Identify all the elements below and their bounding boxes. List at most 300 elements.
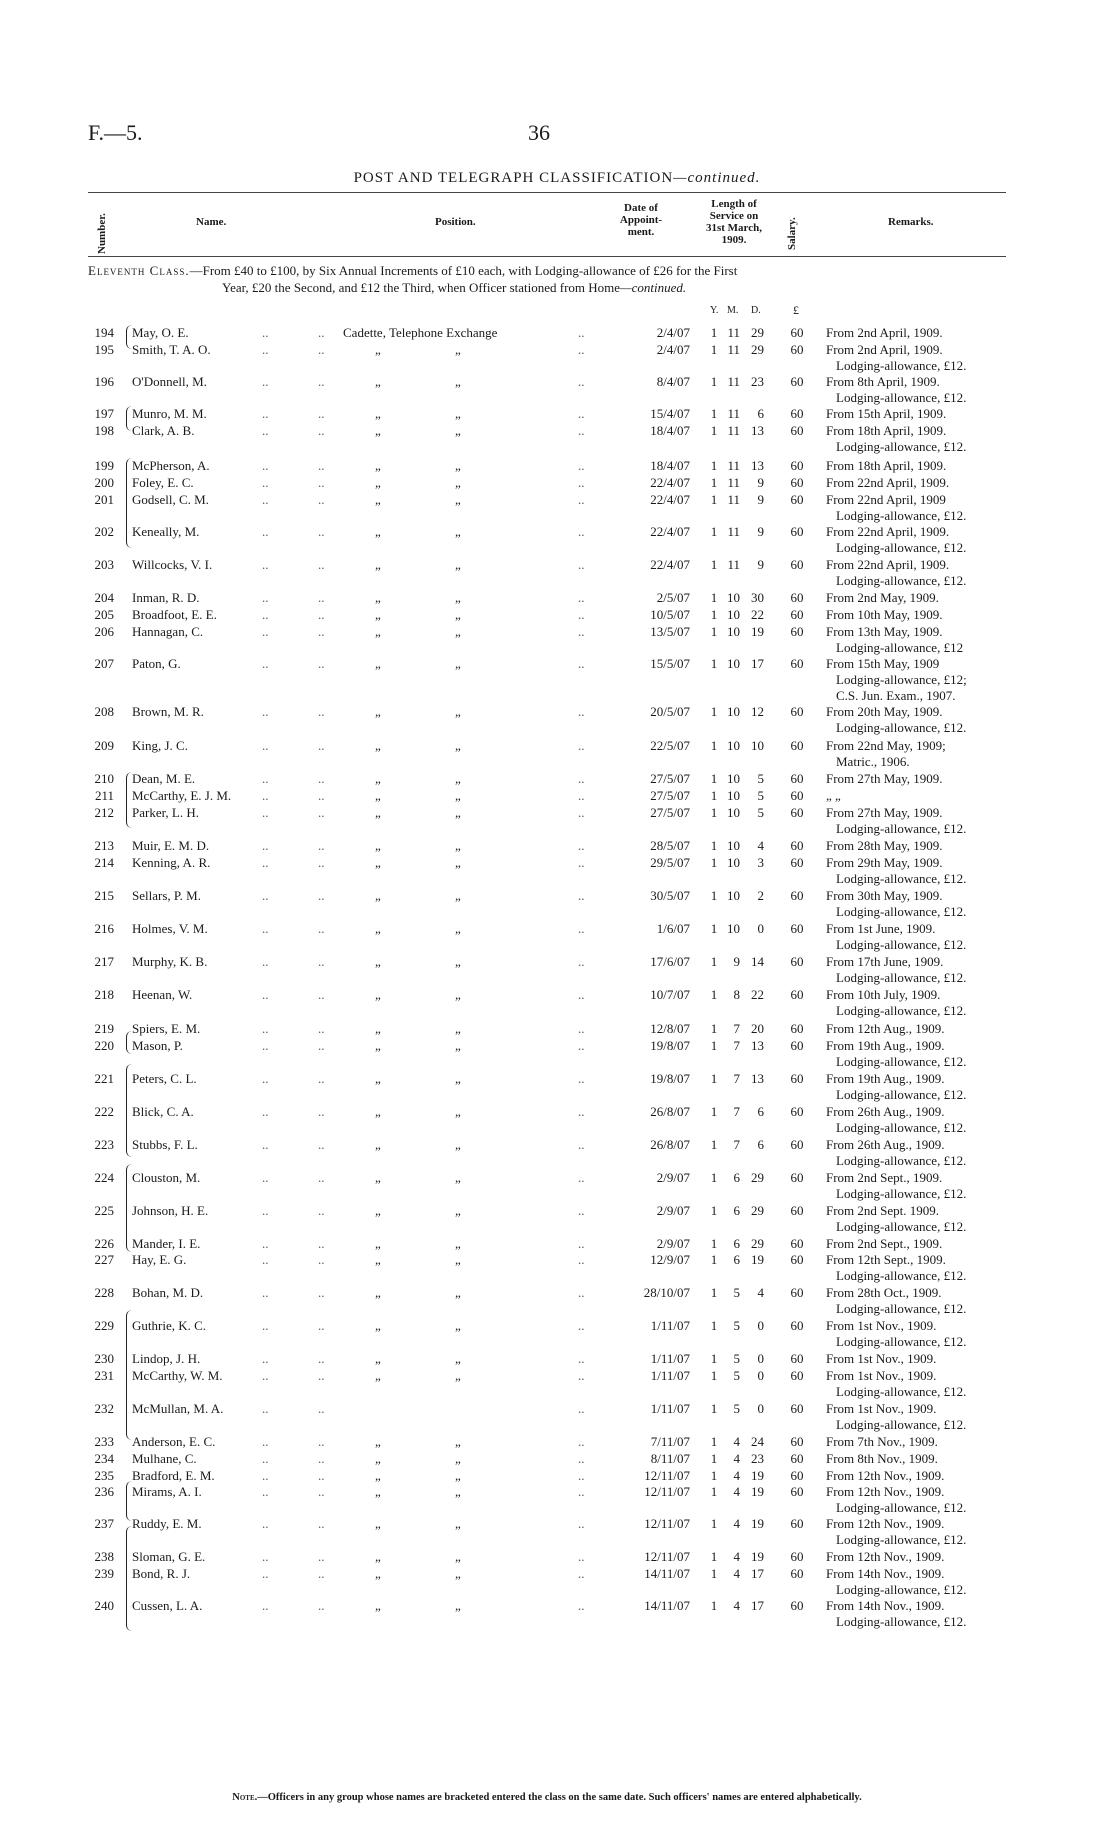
leader-dots: .. [318,771,325,786]
col-length-line4: 1909. [721,234,747,246]
row-position-ditto: „ [375,656,381,671]
leader-dots: .. [578,855,585,870]
leader-dots: .. [262,590,269,605]
row-remarks-line2: Lodging-allowance, £12. [836,508,967,523]
row-appointment-date: 22/5/07 [650,738,690,753]
row-name: Heenan, W. [132,987,193,1002]
row-service-months: 4 [733,1484,740,1499]
row-service-days: 9 [757,492,764,507]
row-remarks-line1: From 8th April, 1909. [826,374,940,389]
row-service-months: 6 [733,1203,740,1218]
row-appointment-date: 2/5/07 [656,590,690,605]
row-position-ditto: „ [375,1071,381,1086]
row-service-days: 29 [751,342,764,357]
row-salary: 60 [790,888,804,903]
row-position-ditto: „ [375,1021,381,1036]
row-appointment-date: 19/8/07 [650,1038,690,1053]
row-position-ditto: „ [375,1038,381,1053]
row-service-days: 29 [751,325,764,340]
col-salary-header: Salary. [786,217,798,250]
row-number: 210 [94,771,114,786]
row-service-months: 9 [733,954,740,969]
row-position-ditto: „ [375,607,381,622]
leader-dots: .. [262,1038,269,1053]
row-position: „ [455,788,461,803]
row-service-days: 12 [751,704,764,719]
leader-dots: .. [262,1434,269,1449]
row-service-months: 11 [727,475,740,490]
row-service-years: 1 [710,458,718,473]
leader-dots: .. [578,771,585,786]
row-name: May, O. E. [132,325,189,340]
leader-dots: .. [318,921,325,936]
row-remarks-line1: From 22nd April, 1909. [826,557,950,572]
row-remarks-line1: From 12th Nov., 1909. [826,1484,945,1499]
row-remarks-line1: From 1st June, 1909. [826,921,936,936]
row-remarks-line2: Lodging-allowance, £12. [836,1500,967,1515]
leader-dots: .. [318,954,325,969]
leader-dots: .. [262,342,269,357]
leader-dots: .. [318,475,325,490]
row-remarks-line1: From 10th May, 1909. [826,607,943,622]
row-remarks-line2: Lodging-allowance, £12. [836,1153,967,1168]
leader-dots: .. [318,1484,325,1499]
row-name: Kenning, A. R. [132,855,211,870]
row-service-months: 6 [733,1236,740,1251]
leader-dots: .. [262,374,269,389]
row-remarks-line2: Lodging-allowance, £12 [836,640,964,655]
leader-dots: .. [318,423,325,438]
row-number: 222 [94,1104,114,1119]
row-service-days: 6 [757,1104,764,1119]
row-name: Muir, E. M. D. [132,838,210,853]
row-service-days: 19 [751,1252,764,1267]
row-number: 236 [94,1484,114,1499]
row-position-ditto: „ [375,1516,381,1531]
row-position-ditto: „ [375,406,381,421]
row-number: 201 [94,492,114,507]
row-service-days: 19 [751,1549,764,1564]
row-number: 212 [94,805,114,820]
row-number: 203 [94,557,114,572]
row-service-days: 13 [751,1038,764,1053]
row-number: 219 [94,1021,114,1036]
row-service-years: 1 [710,1434,718,1449]
row-service-months: 11 [727,406,740,421]
row-appointment-date: 14/11/07 [644,1598,690,1613]
leader-dots: .. [262,1549,269,1564]
row-salary: 60 [790,1549,804,1564]
col-length-header [694,198,774,246]
leader-dots: .. [318,624,325,639]
title-main: POST AND TELEGRAPH CLASSIFICATION [353,170,674,186]
leader-dots: .. [318,607,325,622]
leader-dots: .. [578,805,585,820]
leader-dots: .. [262,921,269,936]
leader-dots: .. [262,492,269,507]
leader-dots: .. [262,1071,269,1086]
row-remarks-line1: From 17th June, 1909. [826,954,944,969]
leader-dots: .. [262,1351,269,1366]
row-service-days: 14 [751,954,764,969]
row-remarks-line2: Lodging-allowance, £12. [836,390,967,405]
row-salary: 60 [790,492,804,507]
row-service-years: 1 [710,492,718,507]
row-appointment-date: 22/4/07 [650,492,690,507]
col-months-label: M. [727,305,739,316]
row-service-days: 13 [751,1071,764,1086]
row-name: McPherson, A. [132,458,210,473]
row-remarks-line2: Lodging-allowance, £12. [836,1054,967,1069]
leader-dots: .. [262,1236,269,1251]
row-appointment-date: 12/11/07 [644,1484,690,1499]
leader-dots: .. [318,325,325,340]
row-position-ditto: „ [375,1484,381,1499]
leader-dots: .. [318,838,325,853]
row-appointment-date: 2/4/07 [656,325,690,340]
leader-dots: .. [578,1401,585,1416]
row-number: 194 [94,325,114,340]
row-service-months: 10 [727,704,740,719]
row-service-days: 6 [757,406,764,421]
section-text2: Year, £20 the Second, and £12 the Third, when Officer stationed from Home [222,280,621,295]
row-position-ditto: „ [375,1318,381,1333]
row-name: McCarthy, E. J. M. [132,788,232,803]
row-position-ditto: „ [375,921,381,936]
row-position: „ [455,374,461,389]
row-position-ditto: „ [375,1285,381,1300]
row-number: 202 [94,524,114,539]
row-salary: 60 [790,1368,804,1383]
row-service-months: 10 [727,888,740,903]
row-position-ditto: „ [375,1566,381,1581]
leader-dots: .. [578,1236,585,1251]
section-lead: Eleventh Class. [88,263,190,278]
row-name: Stubbs, F. L. [132,1137,198,1152]
row-number: 195 [94,342,114,357]
row-position: „ [455,557,461,572]
row-name: Clark, A. B. [132,423,195,438]
leader-dots: .. [578,704,585,719]
row-service-days: 3 [757,855,764,870]
leader-dots: .. [578,374,585,389]
row-service-days: 23 [751,1451,764,1466]
row-service-years: 1 [710,406,718,421]
row-appointment-date: 2/4/07 [656,342,690,357]
row-salary: 60 [790,624,804,639]
row-salary: 60 [790,1566,804,1581]
leader-dots: .. [578,1351,585,1366]
row-service-years: 1 [710,1451,718,1466]
row-appointment-date: 1/6/07 [656,921,690,936]
row-position: „ [455,855,461,870]
document-code: F.—5. [88,120,143,145]
row-position: „ [455,1566,461,1581]
row-number: 232 [94,1401,114,1416]
row-number: 221 [94,1071,114,1086]
row-service-months: 4 [733,1516,740,1531]
leader-dots: .. [318,406,325,421]
row-remarks-line1: From 28th May, 1909. [826,838,943,853]
row-position: „ [455,1434,461,1449]
row-name: Ruddy, E. M. [132,1516,202,1531]
row-remarks-line1: From 2nd Sept., 1909. [826,1236,943,1251]
row-position-ditto: „ [375,1549,381,1564]
row-salary: 60 [790,738,804,753]
leader-dots: .. [318,590,325,605]
row-remarks-line2: Lodging-allowance, £12. [836,1186,967,1201]
row-name: Bohan, M. D. [132,1285,204,1300]
row-position-ditto: „ [375,475,381,490]
row-position-ditto: „ [375,855,381,870]
row-appointment-date: 10/7/07 [650,987,690,1002]
leader-dots: .. [262,557,269,572]
row-appointment-date: 20/5/07 [650,704,690,719]
row-position: „ [455,1170,461,1185]
leader-dots: .. [318,1104,325,1119]
row-appointment-date: 13/5/07 [650,624,690,639]
row-remarks-line1: From 12th Nov., 1909. [826,1549,945,1564]
row-salary: 60 [790,1434,804,1449]
row-remarks-line1: From 22nd April, 1909. [826,524,950,539]
row-salary: 60 [790,1285,804,1300]
row-name: Foley, E. C. [132,475,194,490]
row-appointment-date: 12/11/07 [644,1549,690,1564]
row-appointment-date: 22/4/07 [650,524,690,539]
row-remarks-line1: From 28th Oct., 1909. [826,1285,942,1300]
row-service-years: 1 [710,325,718,340]
row-remarks-line1: From 1st Nov., 1909. [826,1401,937,1416]
row-service-years: 1 [710,838,718,853]
leader-dots: .. [262,1451,269,1466]
row-appointment-date: 10/5/07 [650,607,690,622]
leader-dots: .. [318,1598,325,1613]
row-remarks-line2: Lodging-allowance, £12. [836,1532,967,1547]
row-service-years: 1 [710,704,718,719]
row-salary: 60 [790,1468,804,1483]
row-number: 239 [94,1566,114,1581]
row-position-ditto: „ [375,374,381,389]
row-position-ditto: „ [375,987,381,1002]
leader-dots: .. [578,1434,585,1449]
row-number: 215 [94,888,114,903]
row-service-years: 1 [710,1252,718,1267]
row-number: 209 [94,738,114,753]
row-service-days: 19 [751,1484,764,1499]
row-number: 228 [94,1285,114,1300]
row-service-months: 4 [733,1598,740,1613]
row-remarks-line2: Lodging-allowance, £12. [836,1219,967,1234]
col-position-header: Position. [435,216,476,228]
row-service-years: 1 [710,1598,718,1613]
row-salary: 60 [790,805,804,820]
row-name: Peters, C. L. [132,1071,197,1086]
leader-dots: .. [318,788,325,803]
row-remarks-line2: Lodging-allowance, £12. [836,1120,967,1135]
row-remarks-line3: C.S. Jun. Exam., 1907. [836,688,956,703]
leader-dots: .. [262,607,269,622]
row-service-days: 5 [757,805,764,820]
leader-dots: .. [262,1368,269,1383]
row-service-years: 1 [710,1137,718,1152]
row-salary: 60 [790,325,804,340]
row-service-days: 4 [757,838,764,853]
row-position: „ [455,342,461,357]
row-salary: 60 [790,1104,804,1119]
col-number-header: Number. [96,213,108,254]
row-name: Cussen, L. A. [132,1598,203,1613]
row-service-years: 1 [710,921,718,936]
row-remarks-line2: Lodging-allowance, £12. [836,358,967,373]
row-number: 229 [94,1318,114,1333]
row-service-months: 11 [727,374,740,389]
leader-dots: .. [262,524,269,539]
row-service-days: 19 [751,1516,764,1531]
row-service-months: 4 [733,1549,740,1564]
row-name: Hay, E. G. [132,1252,187,1267]
leader-dots: .. [318,1038,325,1053]
row-service-months: 10 [727,921,740,936]
row-service-years: 1 [710,1021,718,1036]
leader-dots: .. [578,1137,585,1152]
row-number: 211 [94,788,114,803]
row-service-years: 1 [710,1368,718,1383]
leader-dots: .. [578,1451,585,1466]
leader-dots: .. [262,423,269,438]
row-number: 217 [94,954,114,969]
row-service-years: 1 [710,1170,718,1185]
row-position: „ [455,888,461,903]
row-appointment-date: 2/9/07 [656,1236,690,1251]
leader-dots: .. [578,1104,585,1119]
row-name: Dean, M. E. [132,771,196,786]
row-service-days: 5 [757,771,764,786]
row-number: 200 [94,475,114,490]
leader-dots: .. [318,1468,325,1483]
row-name: Clouston, M. [132,1170,201,1185]
row-name: Broadfoot, E. E. [132,607,217,622]
leader-dots: .. [578,1468,585,1483]
row-service-days: 22 [751,987,764,1002]
row-service-months: 7 [733,1137,740,1152]
row-remarks-line1: From 22nd May, 1909; [826,738,946,753]
leader-dots: .. [578,1252,585,1267]
section-heading [88,262,1006,296]
row-service-years: 1 [710,624,718,639]
row-position-ditto: „ [375,458,381,473]
row-position: „ [455,1285,461,1300]
leader-dots: .. [318,1236,325,1251]
row-remarks-line1: From 27th May, 1909. [826,805,943,820]
row-service-months: 5 [733,1401,740,1416]
row-name: McMullan, M. A. [132,1401,224,1416]
row-service-months: 11 [727,524,740,539]
row-number: 223 [94,1137,114,1152]
leader-dots: .. [262,805,269,820]
row-number: 234 [94,1451,114,1466]
row-salary: 60 [790,1484,804,1499]
leader-dots: .. [578,423,585,438]
row-service-months: 4 [733,1451,740,1466]
row-position: „ [455,1468,461,1483]
col-date-line2: Appoint- [619,214,663,226]
row-service-months: 10 [727,788,740,803]
row-salary: 60 [790,788,804,803]
leader-dots: .. [578,1203,585,1218]
row-service-months: 7 [733,1104,740,1119]
row-remarks-line2: Lodging-allowance, £12. [836,1334,967,1349]
row-number: 207 [94,656,114,671]
row-remarks-line2: Lodging-allowance, £12. [836,871,967,886]
row-salary: 60 [790,406,804,421]
leader-dots: .. [578,607,585,622]
row-appointment-date: 2/9/07 [656,1203,690,1218]
col-name-header: Name. [196,216,227,228]
row-position-ditto: „ [375,557,381,572]
row-number: 199 [94,458,114,473]
section-continued: —continued. [620,280,687,295]
row-service-months: 10 [727,607,740,622]
row-number: 240 [94,1598,114,1613]
footnote-label: Note. [232,1792,258,1803]
row-position-ditto: „ [375,1351,381,1366]
col-length-line1: Length of [711,198,757,210]
row-service-days: 23 [751,374,764,389]
row-appointment-date: 2/9/07 [656,1170,690,1185]
leader-dots: .. [578,656,585,671]
row-service-years: 1 [710,788,718,803]
row-name: Bradford, E. M. [132,1468,215,1483]
col-days-label: D. [751,305,761,316]
leader-dots: .. [318,1318,325,1333]
leader-dots: .. [318,1252,325,1267]
row-number: 206 [94,624,114,639]
leader-dots: .. [318,1071,325,1086]
section-text-line1: —From £40 to £100, by Six Annual Increments of £10 each, with Lodging-allowance of £26 for the First [189,263,738,278]
leader-dots: .. [578,888,585,903]
row-salary: 60 [790,1451,804,1466]
row-position: „ [455,805,461,820]
leader-dots: .. [262,656,269,671]
row-service-months: 11 [727,458,740,473]
row-appointment-date: 27/5/07 [650,805,690,820]
row-appointment-date: 8/11/07 [650,1451,690,1466]
leader-dots: .. [578,1549,585,1564]
row-position-ditto: „ [375,1236,381,1251]
row-service-months: 10 [727,624,740,639]
row-number: 214 [94,855,114,870]
row-salary: 60 [790,1203,804,1218]
row-position: „ [455,1318,461,1333]
row-appointment-date: 19/8/07 [650,1071,690,1086]
row-service-years: 1 [710,771,718,786]
col-years-label: Y. [710,305,719,316]
row-service-years: 1 [710,423,718,438]
row-position-ditto: „ [375,805,381,820]
row-service-years: 1 [710,805,718,820]
row-position: „ [455,524,461,539]
row-service-months: 5 [733,1368,740,1383]
row-remarks-line1: From 26th Aug., 1909. [826,1104,945,1119]
row-position: „ [455,1203,461,1218]
row-appointment-date: 26/8/07 [650,1137,690,1152]
row-remarks-line2: Lodging-allowance, £12. [836,1614,967,1629]
section-text-line2 [88,279,1006,296]
row-service-days: 9 [757,475,764,490]
row-remarks-line1: From 29th May, 1909. [826,855,943,870]
row-name: Willcocks, V. I. [132,557,213,572]
row-service-months: 10 [727,590,740,605]
